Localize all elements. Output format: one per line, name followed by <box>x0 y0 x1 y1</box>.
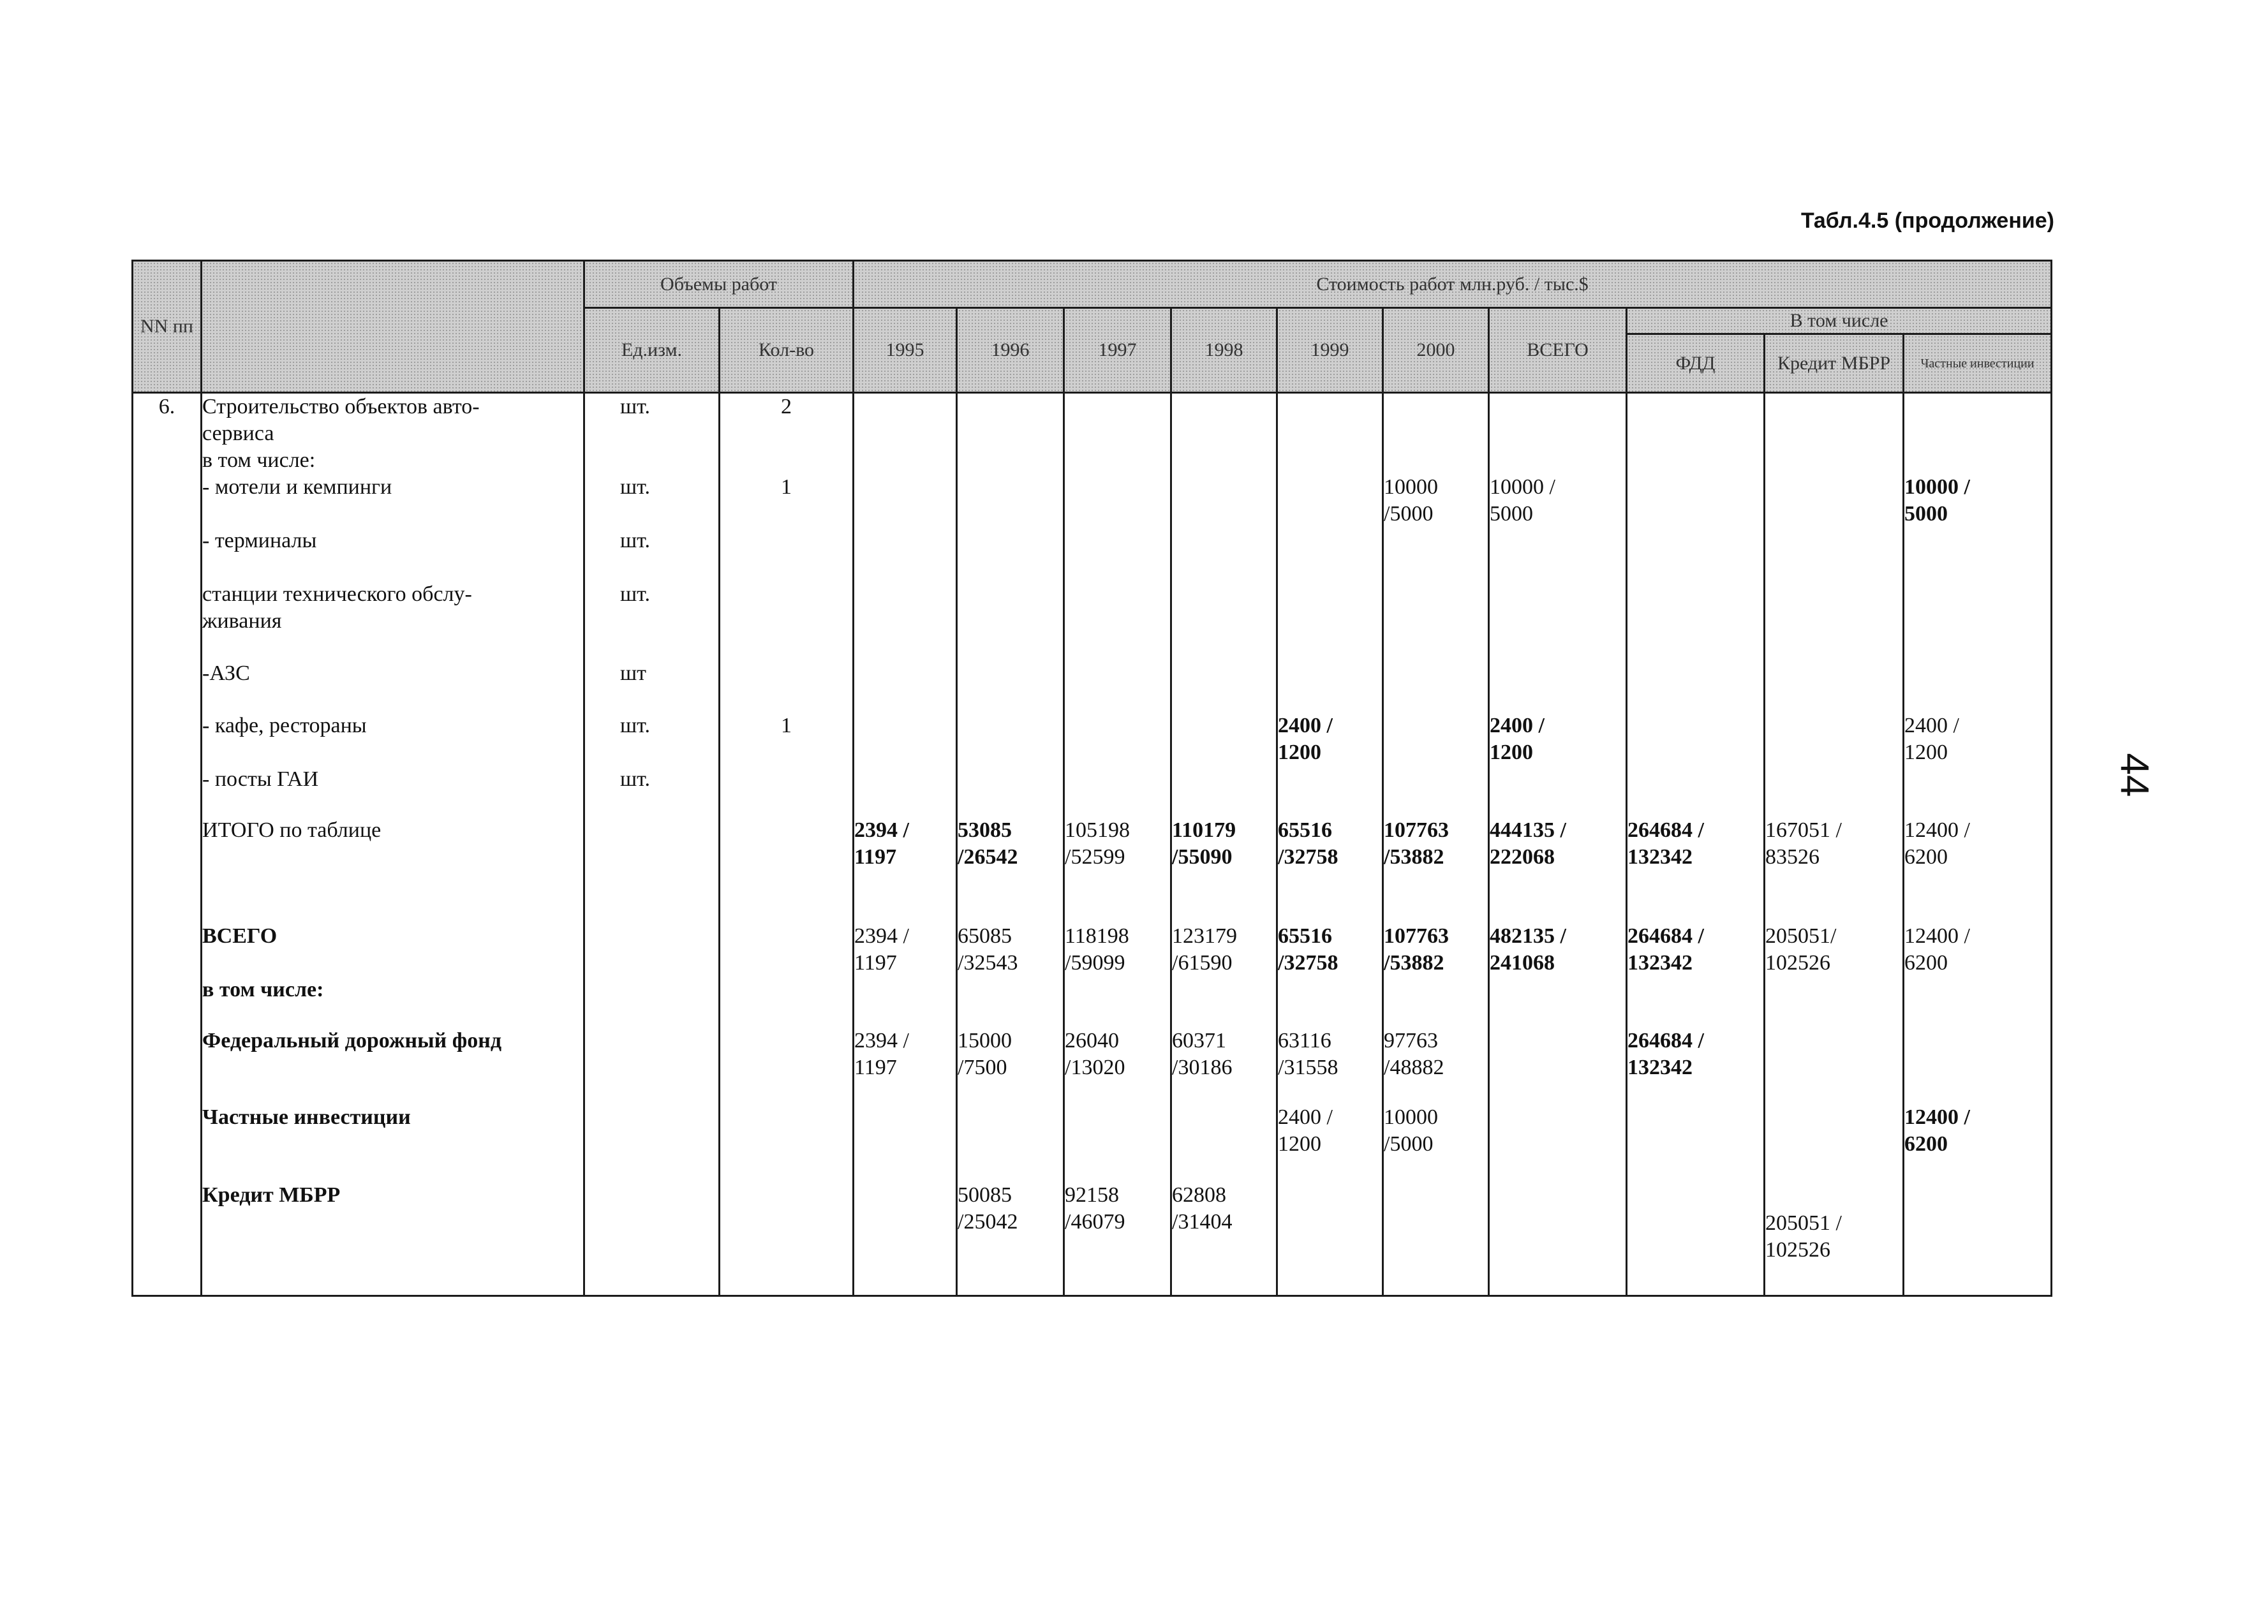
cell-line: 5000 <box>1904 502 1948 526</box>
cell-line: 6200 <box>1904 1132 1948 1156</box>
cell-line: 15000 <box>958 1029 1012 1052</box>
cell-1999 <box>1277 923 1383 977</box>
cell-1996 <box>957 817 1064 923</box>
cell-2000 <box>1383 923 1489 977</box>
row-unit: шт. <box>584 474 720 528</box>
cell-line: /46079 <box>1065 1210 1125 1234</box>
cell-1995 <box>854 817 957 923</box>
cell-line: 6200 <box>1904 845 1948 869</box>
cell-line: 10000 <box>1384 475 1439 499</box>
row-unit: шт. <box>584 528 720 581</box>
table-row <box>133 528 2052 581</box>
cell-line: 107763 <box>1384 818 1449 842</box>
table-row <box>133 581 2052 660</box>
cell-1999 <box>1277 712 1383 766</box>
cell-2000 <box>1383 474 1489 528</box>
cell-line: 62808 <box>1172 1183 1227 1207</box>
cell-1999 <box>1277 1028 1383 1104</box>
col-cost: Стоимость работ млн.руб. / тыс.$ <box>854 261 2052 308</box>
cell-line: 53085 <box>958 818 1012 842</box>
cell-line: 83526 <box>1765 845 1820 869</box>
cell-line: 2394 / <box>854 924 909 948</box>
cell-line: 10000 / <box>1904 475 1970 499</box>
cell-1995 <box>854 923 957 977</box>
table-row <box>133 977 2052 1028</box>
table-row <box>133 712 2052 766</box>
cell-line: 1200 <box>1278 741 1322 764</box>
row-name: ВСЕГО <box>202 923 584 977</box>
cell-line: 167051 / <box>1765 818 1842 842</box>
cell-line: 132342 <box>1627 1056 1693 1079</box>
cell-1995 <box>854 1028 957 1104</box>
cell-1997 <box>1064 923 1171 977</box>
row-number: 6. <box>133 393 202 475</box>
col-1997: 1997 <box>1064 308 1171 393</box>
cell-line: 12400 / <box>1904 924 1970 948</box>
cell-private <box>1904 712 2052 766</box>
cell-line: /32543 <box>958 951 1018 975</box>
table-caption: Табл.4.5 (продолжение) <box>1800 209 2054 233</box>
table-row <box>133 660 2052 712</box>
cell-line: /59099 <box>1065 951 1125 975</box>
cell-line: 2400 / <box>1904 714 1959 737</box>
col-1998: 1998 <box>1171 308 1277 393</box>
cell-line: /31558 <box>1278 1056 1338 1079</box>
cell-line: 6200 <box>1904 951 1948 975</box>
cost-table <box>131 260 2052 1297</box>
table-header <box>133 261 2052 393</box>
col-1996: 1996 <box>957 308 1064 393</box>
cell-fdf <box>1627 923 1765 977</box>
cell-line: 264684 / <box>1627 924 1704 948</box>
cell-1996 <box>957 1028 1064 1104</box>
row-name: - посты ГАИ <box>202 766 584 817</box>
row-unit: шт. <box>584 581 720 660</box>
cell-line: 12400 / <box>1904 1105 1970 1129</box>
cell-line: /32758 <box>1278 951 1338 975</box>
cell-line: /53882 <box>1384 845 1444 869</box>
cell-line: /30186 <box>1172 1056 1233 1079</box>
table-row <box>133 1104 2052 1182</box>
cell-1997 <box>1064 817 1171 923</box>
cell-line: 264684 / <box>1627 818 1704 842</box>
cell-1996 <box>957 1182 1064 1296</box>
cell-line: 92158 <box>1065 1183 1120 1207</box>
cell-line: 107763 <box>1384 924 1449 948</box>
cell-line: /48882 <box>1384 1056 1444 1079</box>
row-name: Федеральный дорожный фонд <box>202 1028 584 1104</box>
col-credit: Кредит МБРР <box>1765 334 1904 393</box>
col-including: В том числе <box>1627 308 2052 334</box>
cell-line: /5000 <box>1384 1132 1434 1156</box>
cell-line: 105198 <box>1065 818 1130 842</box>
row-unit: шт <box>584 660 720 712</box>
cell-line: 205051 / <box>1765 1211 1842 1235</box>
cell-fdf <box>1627 817 1765 923</box>
cell-1998 <box>1171 1182 1277 1296</box>
cell-total <box>1489 474 1627 528</box>
row-name-line: станции технического обслу- <box>202 582 472 606</box>
table-row <box>133 766 2052 817</box>
cell-line: 10000 / <box>1490 475 1555 499</box>
cell-line: 102526 <box>1765 1238 1831 1262</box>
col-volumes: Объемы работ <box>584 261 854 308</box>
cell-line: 50085 <box>958 1183 1012 1207</box>
cell-line: 2400 / <box>1490 714 1545 737</box>
cell-line: /13020 <box>1065 1056 1125 1079</box>
col-private: Частные инвестиции <box>1904 334 2052 393</box>
cell-line: /5000 <box>1384 502 1434 526</box>
row-name-line: сервиса <box>202 422 274 445</box>
cell-private <box>1904 817 2052 923</box>
cell-line: 110179 <box>1172 818 1236 842</box>
cell-line: 65516 <box>1278 818 1333 842</box>
cell-line: 2400 / <box>1278 1105 1333 1129</box>
cell-1998 <box>1171 923 1277 977</box>
cell-1997 <box>1064 1028 1171 1104</box>
col-2000: 2000 <box>1383 308 1489 393</box>
cell-1998 <box>1171 1028 1277 1104</box>
col-fdf: ФДД <box>1627 334 1765 393</box>
cell-line: 97763 <box>1384 1029 1439 1052</box>
cell-line: 123179 <box>1172 924 1238 948</box>
cell-line: /25042 <box>958 1210 1018 1234</box>
table-row <box>133 1182 2052 1296</box>
cell-line: 1197 <box>854 951 897 975</box>
cell-total <box>1489 817 1627 923</box>
cell-credit <box>1765 1182 1904 1296</box>
cell-line: 1200 <box>1490 741 1534 764</box>
row-unit: шт. <box>584 712 720 766</box>
cell-fdf <box>1627 1028 1765 1104</box>
cell-line: 26040 <box>1065 1029 1120 1052</box>
cell-line: /52599 <box>1065 845 1125 869</box>
cell-2000 <box>1383 817 1489 923</box>
row-name: Кредит МБРР <box>202 1182 584 1296</box>
row-qty: 1 <box>720 474 854 528</box>
cell-1996 <box>957 923 1064 977</box>
table-row <box>133 1028 2052 1104</box>
col-total: ВСЕГО <box>1489 308 1627 393</box>
cell-total <box>1489 712 1627 766</box>
cell-line: 118198 <box>1065 924 1129 948</box>
cell-line: 132342 <box>1627 845 1693 869</box>
row-name: в том числе: <box>202 977 584 1028</box>
cell-line: 102526 <box>1765 951 1831 975</box>
row-name: -АЗС <box>202 660 584 712</box>
row-name <box>202 581 584 660</box>
cell-credit <box>1765 817 1904 923</box>
cell-line: 2400 / <box>1278 714 1333 737</box>
cell-line: /26542 <box>958 845 1018 869</box>
cell-line: 5000 <box>1490 502 1534 526</box>
cell-total <box>1489 923 1627 977</box>
cell-credit <box>1765 923 1904 977</box>
row-name <box>202 393 584 475</box>
cell-line: /32758 <box>1278 845 1338 869</box>
cell-line: 1197 <box>854 1056 897 1079</box>
cell-line: 63116 <box>1278 1029 1331 1052</box>
cell-line: 264684 / <box>1627 1029 1704 1052</box>
page-number: 44 <box>2112 753 2156 797</box>
col-nn: NN пп <box>133 261 202 393</box>
cell-line: /7500 <box>958 1056 1007 1079</box>
cell-line: 132342 <box>1627 951 1693 975</box>
row-name: - кафе, рестораны <box>202 712 584 766</box>
cell-1997 <box>1064 1182 1171 1296</box>
row-qty: 1 <box>720 712 854 766</box>
table-row <box>133 817 2052 923</box>
cell-line: /31404 <box>1172 1210 1233 1234</box>
row-name: ИТОГО по таблице <box>202 817 584 923</box>
row-name-line: в том числе: <box>202 448 316 472</box>
cell-line: 222068 <box>1490 845 1555 869</box>
row-name: - мотели и кемпинги <box>202 474 584 528</box>
cell-private <box>1904 923 2052 977</box>
cell-line: 1200 <box>1904 741 1948 764</box>
col-1999: 1999 <box>1277 308 1383 393</box>
cell-line: 1197 <box>854 845 897 869</box>
col-unit: Ед.изм. <box>584 308 720 393</box>
cell-line: 12400 / <box>1904 818 1970 842</box>
col-qty: Кол-во <box>720 308 854 393</box>
row-name-line: живания <box>202 609 282 633</box>
cell-1999 <box>1277 1104 1383 1182</box>
row-name: - терминалы <box>202 528 584 581</box>
row-qty: 2 <box>720 393 854 475</box>
cell-private <box>1904 1104 2052 1182</box>
cell-line: /53882 <box>1384 951 1444 975</box>
cell-1999 <box>1277 817 1383 923</box>
row-unit: шт. <box>584 766 720 817</box>
col-name <box>202 261 584 393</box>
row-name: Частные инвестиции <box>202 1104 584 1182</box>
cell-line: 1200 <box>1278 1132 1322 1156</box>
cell-2000 <box>1383 1104 1489 1182</box>
row-unit: шт. <box>584 393 720 475</box>
cell-line: 2394 / <box>854 818 909 842</box>
col-1995: 1995 <box>854 308 957 393</box>
cell-line: 65085 <box>958 924 1012 948</box>
table-row <box>133 923 2052 977</box>
cell-1998 <box>1171 817 1277 923</box>
cell-2000 <box>1383 1028 1489 1104</box>
cell-line: /55090 <box>1172 845 1233 869</box>
cell-line: 10000 <box>1384 1105 1439 1129</box>
row-name-line: Строительство объектов авто- <box>202 395 480 418</box>
cell-line: 60371 <box>1172 1029 1227 1052</box>
cell-line: 65516 <box>1278 924 1333 948</box>
cell-line: 2394 / <box>854 1029 909 1052</box>
table-row <box>133 474 2052 528</box>
cell-line: 482135 / <box>1490 924 1566 948</box>
cell-line: 241068 <box>1490 951 1555 975</box>
cell-line: 205051/ <box>1765 924 1837 948</box>
cell-private <box>1904 474 2052 528</box>
cell-line: /61590 <box>1172 951 1233 975</box>
cell-line: 444135 / <box>1490 818 1566 842</box>
table-row <box>133 393 2052 475</box>
